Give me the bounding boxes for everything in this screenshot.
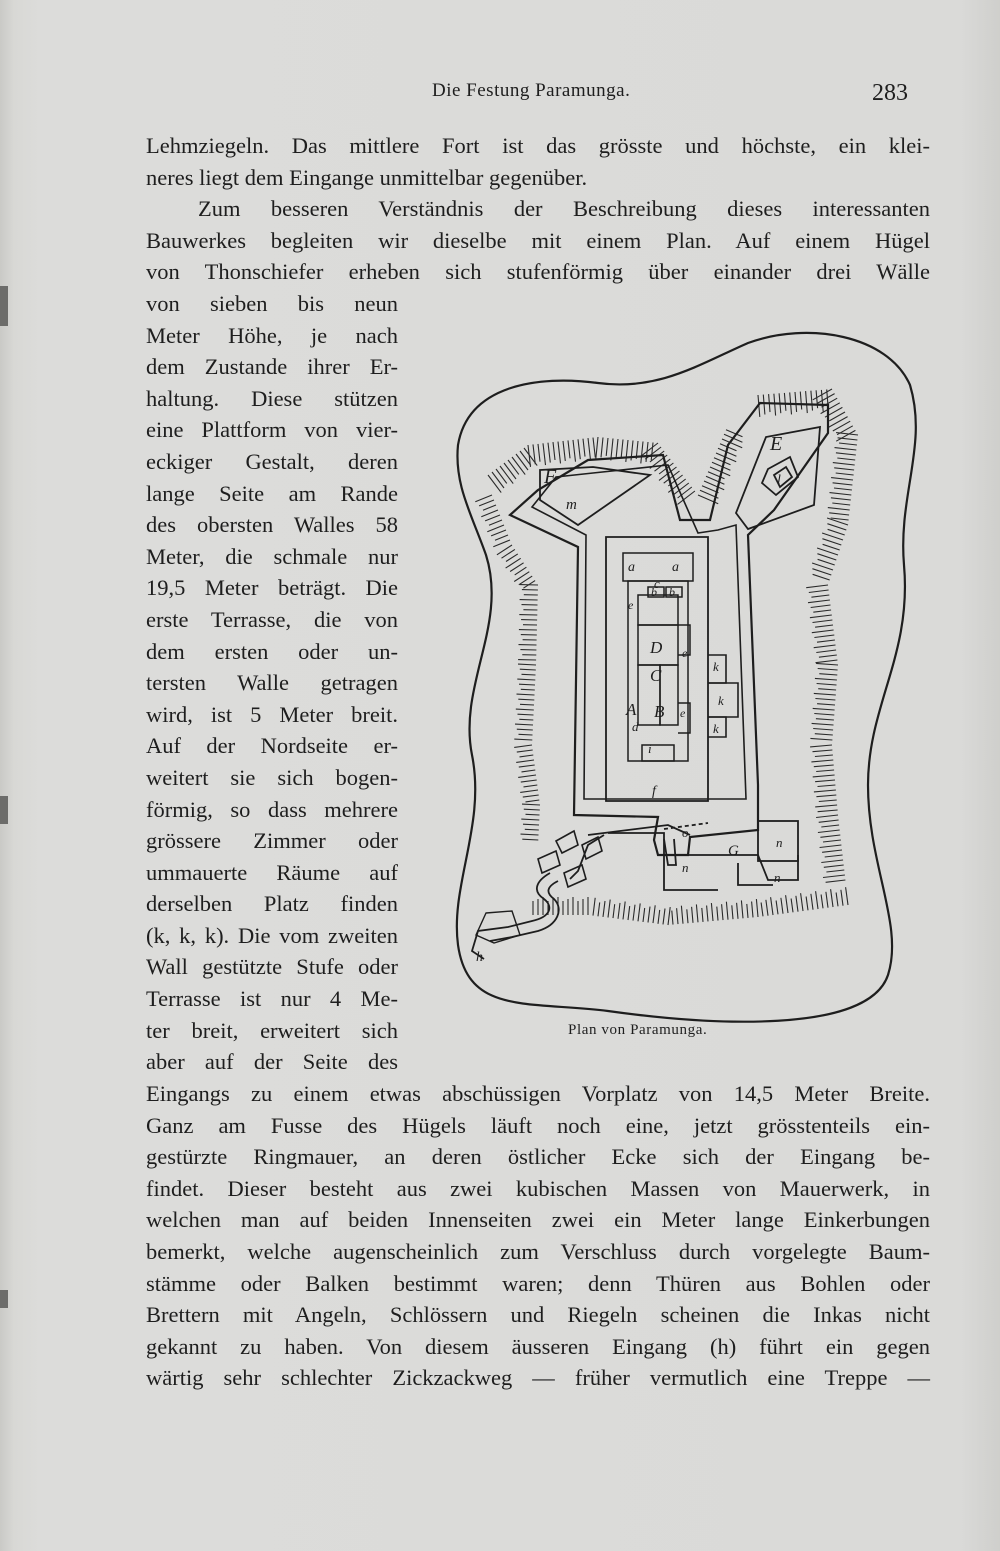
- label-d: d: [632, 719, 639, 734]
- text-line: gestürzte Ringmauer, an deren östlicher Ecke sich der Eingang be-: [146, 1144, 930, 1170]
- text-line: gekannt zu haben. Von diesem äusseren Eingang (h) führt ein gegen: [146, 1333, 930, 1359]
- text-line: welchen man auf beiden Innenseiten zwei ein Meter lange Einkerbungen: [146, 1207, 930, 1233]
- text-line: Auf der Nordseite er-: [146, 733, 398, 759]
- label-m: m: [566, 497, 577, 513]
- page-edge-mark: [0, 286, 8, 326]
- text-block-top: [146, 130, 930, 288]
- text-line: förmig, so dass mehrere: [146, 796, 398, 822]
- label-c: c: [654, 576, 660, 591]
- zigzag-path: [472, 873, 559, 959]
- label-b-left: b: [651, 585, 657, 599]
- label-e-top: e: [628, 598, 634, 612]
- label-b-right: b: [669, 585, 675, 599]
- label-a-right: a: [672, 560, 679, 575]
- label-k-top: k: [713, 659, 719, 674]
- text-line: aber auf der Seite des: [146, 1049, 398, 1075]
- label-G: G: [728, 843, 739, 859]
- label-D: D: [650, 638, 663, 657]
- text-line: neres liegt dem Eingange unmittelbar gegenüber.: [146, 164, 588, 190]
- text-line: des obersten Walles 58: [146, 512, 398, 538]
- page-edge-mark: [0, 1290, 8, 1308]
- text-line: weitert sie sich bogen-: [146, 764, 398, 790]
- text-line: Meter, die schmale nur: [146, 543, 398, 569]
- page-edge-mark: [0, 796, 8, 824]
- text-line: wärtig sehr schlechter Zickzackweg — früher vermutlich eine Treppe —: [146, 1365, 930, 1391]
- label-a-left: a: [628, 560, 635, 575]
- text-line: eine Plattform von vier-: [146, 417, 398, 443]
- text-line: Eingangs zu einem etwas abschüssigen Vorplatz von 14,5 Meter Breite.: [146, 1081, 930, 1106]
- label-A: A: [626, 700, 637, 719]
- text-line: Meter Höhe, je nach: [146, 322, 398, 348]
- label-n-right-top: n: [776, 835, 783, 850]
- label-l: l: [777, 473, 781, 488]
- text-line: von sieben bis neun: [146, 291, 398, 316]
- text-block-side: [146, 288, 398, 1078]
- label-n-right-low: n: [774, 870, 781, 885]
- label-B: B: [654, 702, 665, 721]
- fortress-plan-figure: [428, 325, 928, 1055]
- label-k-mid: k: [718, 693, 724, 708]
- label-C: C: [650, 666, 662, 685]
- text-line: findet. Dieser besteht aus zwei kubischen Massen von Mauerwerk, in: [146, 1175, 930, 1201]
- label-k-low: k: [713, 721, 719, 736]
- text-line: 19,5 Meter beträgt. Die: [146, 575, 398, 601]
- label-e-mid: e: [682, 646, 688, 660]
- bastion-F: [540, 467, 650, 525]
- text-line: derselben Platz finden: [146, 891, 398, 917]
- text-line: haltung. Diese stützen: [146, 385, 398, 411]
- hill-outline: [457, 333, 916, 1022]
- label-o: o: [682, 825, 689, 840]
- text-line: Wall gestützte Stufe oder: [146, 954, 398, 980]
- text-line: Terrasse ist nur 4 Me-: [146, 986, 398, 1012]
- text-line: stämme oder Balken bestimmt waren; denn Thüren aus Bohlen oder: [146, 1270, 930, 1296]
- text-line: Bauwerkes begleiten wir dieselbe mit einem Plan. Auf einem Hügel: [146, 227, 930, 253]
- text-line: Brettern mit Angeln, Schlössern und Riegeln scheinen die Inkas nicht: [146, 1302, 930, 1328]
- text-line: von Thonschiefer erheben sich stufenförmig über einander drei Wälle: [146, 259, 930, 285]
- text-line: ummauerte Räume auf: [146, 859, 398, 885]
- figure-caption: Plan von Paramunga.: [568, 1022, 708, 1038]
- text-line: dem ersten oder un-: [146, 638, 398, 664]
- text-line: dem Zustande ihrer Er-: [146, 354, 398, 380]
- text-line: bemerkt, welche augenscheinlich zum Verschluss durch vorgelegte Baum-: [146, 1238, 930, 1264]
- page-number: 283: [872, 80, 908, 106]
- text-line: ter breit, erweitert sich: [146, 1017, 398, 1043]
- text-line: Ganz am Fusse des Hügels läuft noch eine, jetzt grösstenteils ein-: [146, 1112, 930, 1138]
- text-line: lange Seite am Rande: [146, 480, 398, 506]
- label-F: F: [544, 466, 557, 488]
- label-n-left: n: [682, 860, 689, 875]
- label-i: i: [648, 741, 652, 756]
- text-block-bottom: [146, 1078, 930, 1394]
- text-line: grössere Zimmer oder: [146, 828, 398, 854]
- text-line: (k, k, k). Die vom zweiten: [146, 922, 398, 948]
- label-f: f: [652, 784, 656, 799]
- label-e-low: e: [680, 706, 686, 720]
- running-title: Die Festung Paramunga.: [432, 80, 631, 101]
- text-line: wird, ist 5 Meter breit.: [146, 701, 398, 727]
- text-line: erste Terrasse, die von: [146, 606, 398, 632]
- text-line: Lehmziegeln. Das mittlere Fort ist das grösste und höchste, ein klei-: [146, 133, 930, 158]
- page-header: [0, 80, 1000, 120]
- text-line: Zum besseren Verständnis der Beschreibung dieses interessanten: [198, 196, 930, 222]
- text-line: eckiger Gestalt, deren: [146, 448, 398, 474]
- label-h: h: [476, 950, 483, 965]
- text-line: tersten Walle getragen: [146, 670, 398, 696]
- label-E: E: [770, 433, 783, 455]
